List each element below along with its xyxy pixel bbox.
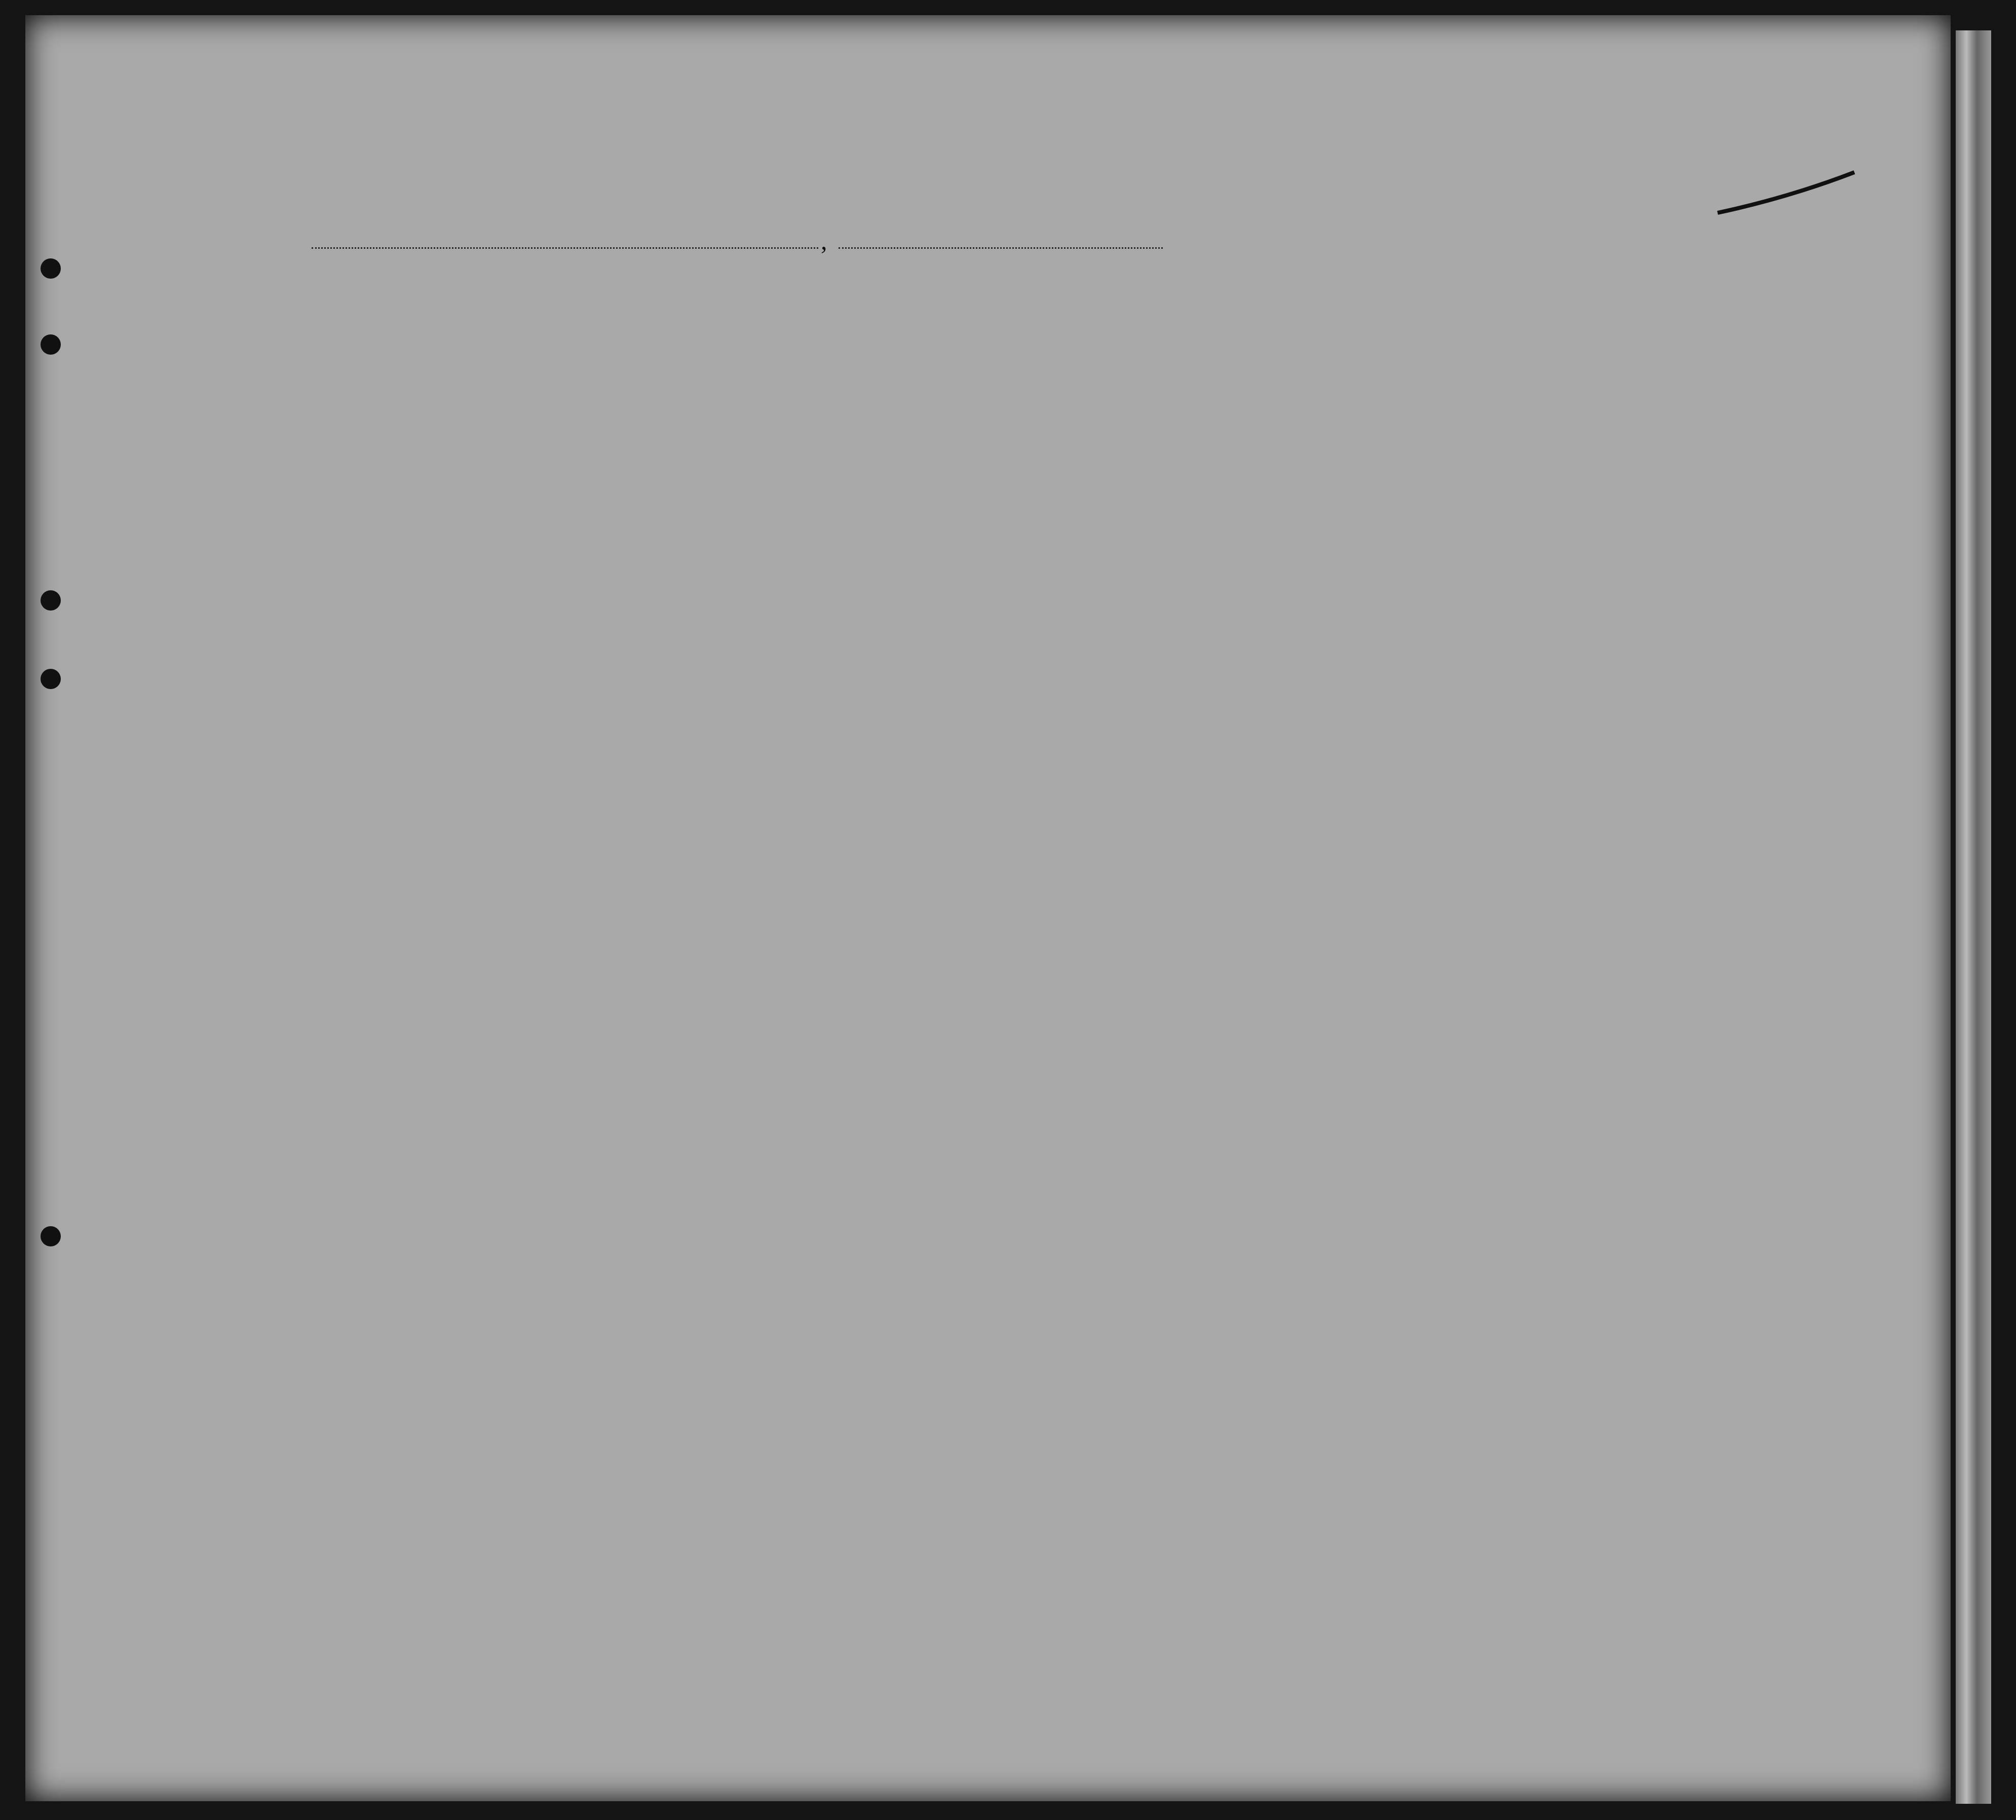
comma: , bbox=[821, 226, 827, 255]
